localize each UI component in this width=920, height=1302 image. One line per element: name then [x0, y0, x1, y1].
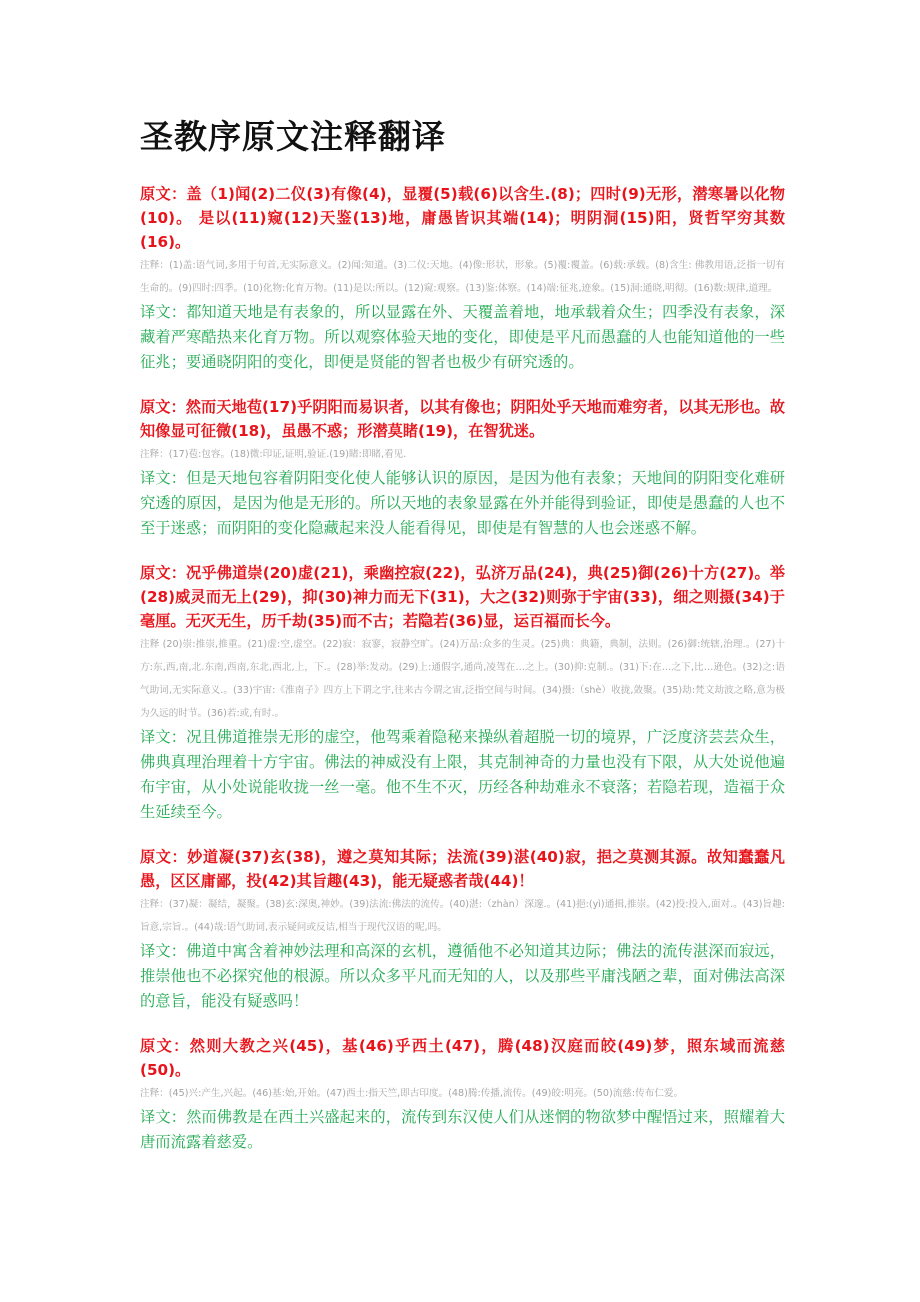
document-page — [140, 112, 785, 1175]
translation-text: 译文：但是天地包容着阴阳变化使人能够认识的原因，是因为他有表象；天地间的阴阳变化难研究透的原因，是因为他是无形的。所以天地的表象显露在外并能得到验证，即使是愚蠢的人也不至于迷惑；而阴阳的变化隐藏起来没人能看得见，即使是有智慧的人也会迷惑不解。 — [140, 469, 785, 537]
passage-section — [140, 1034, 785, 1155]
annotation-notes: 注释：(1)盖:语气词,多用于句首,无实际意义。(2)闻:知道。(3)二仪:天地。(4)像:形状，形象。(5)覆:覆盖。(6)载:承载。(8)含生: 佛教用语,泛指一切有生命的。(9)四时:四季。(10)化物:化育万物。(11)是以:所以。(12)窥:观察。(13)鉴:体察。(14)端:征兆,迹象。(15)洞:通晓,明彻。(16)数:规律,道理。 — [140, 260, 785, 294]
passage-section — [140, 561, 785, 825]
passage-section — [140, 182, 785, 375]
annotation-notes: 注释 (20)崇:推崇,推重。(21)虚:空,虚空。(22)寂：寂寥，寂静空旷。(24)万品:众多的生灵。(25)典：典籍，典制，法则。(26)御:统辖,治理.。(27)十方:东,西,南,北.东南,西南,东北,西北,上，下.。(28)举:发动。(29)上:通假字,通尚,凌驾在…之上。(30)抑:克制.。(31)下:在…之下,比…逊色。(32)之:语气助词,无实际意义.。(33)宇宙:《淮南子》四方上下谓之宇,往来古今谓之宙,泛指空间与时间。(34)摄:（shè）收拢,敛聚。(35)劫:梵文劫波之略,意为极为久远的时节。(36)若:或,有时.。 — [140, 639, 785, 719]
original-text: 原文：盖（1)闻(2)二仪(3)有像(4)，显覆(5)载(6)以含生.(8)；四时(9)无形，潜寒暑以化物(10)。 是以(11)窥(12)天鉴(13)地，庸愚皆识其端(14)；明阴洞(15)阳，贤哲罕穷其数(16)。 — [140, 185, 785, 251]
original-text: 原文：然则大教之兴(45)，基(46)乎西土(47)，腾(48)汉庭而皎(49)梦，照东域而流慈(50)。 — [140, 1037, 785, 1079]
translation-text: 译文：况且佛道推崇无形的虚空，他驾乘着隐秘来操纵着超脱一切的境界，广泛度济芸芸众生，佛典真理治理着十方宇宙。佛法的神威没有上限，其克制神奇的力量也没有下限，从大处说他遍布宇宙，从小处说能收拢一丝一毫。他不生不灭，历经各种劫难永不衰落；若隐若现，造福于众生延续至今。 — [140, 728, 785, 821]
original-text: 原文：况乎佛道崇(20)虚(21)，乘幽控寂(22)，弘济万品(24)，典(25)御(26)十方(27)。举(28)威灵而无上(29)，抑(30)神力而无下(31)，大之(32)则弥于宇宙(33)，细之则摄(34)于毫厘。无灭无生，历千劫(35)而不古；若隐若(36)显，运百福而长今。 — [140, 564, 785, 630]
annotation-notes: 注释：(17)苞:包容。(18)微:印证,证明,验证.(19)睹:即睹,看见. — [140, 449, 407, 460]
document-title: 圣教序原文注释翻译 — [140, 117, 446, 156]
passage-section — [140, 845, 785, 1014]
original-text: 原文：妙道凝(37)玄(38)，遵之莫知其际；法流(39)湛(40)寂，挹之莫测其源。故知蠢蠢凡愚，区区庸鄙，投(42)其旨趣(43)，能无疑惑者哉(44)！ — [140, 848, 785, 890]
translation-text: 译文：都知道天地是有表象的，所以显露在外、天覆盖着地，地承载着众生；四季没有表象，深藏着严寒酷热来化育万物。所以观察体验天地的变化，即使是平凡而愚蠢的人也能知道他的一些征兆；要通晓阴阳的变化，即便是贤能的智者也极少有研究透的。 — [140, 303, 785, 371]
translation-text: 译文：佛道中寓含着神妙法理和高深的玄机，遵循他不必知道其边际；佛法的流传湛深而寂远，推崇他也不必探究他的根源。所以众多平凡而无知的人，以及那些平庸浅陋之辈，面对佛法高深的意旨，能没有疑惑吗！ — [140, 942, 785, 1010]
annotation-notes: 注释：(37)凝：凝结，凝聚。(38)玄:深奥,神妙。(39)法流:佛法的流传。(40)湛:（zhàn）深邃.。(41)挹:(yì)通揖,推崇。(42)投:投入,面对.。(43)旨趣:旨意,宗旨.。(44)哉:语气助词,表示疑问或反诘,相当于现代汉语的呢,吗。 — [140, 899, 785, 933]
translation-text: 译文：然而佛教是在西土兴盛起来的，流传到东汉使人们从迷惘的物欲梦中醒悟过来，照耀着大唐而流露着慈爱。 — [140, 1108, 785, 1151]
annotation-notes: 注释：(45)兴:产生,兴起。(46)基:始,开始。(47)西土:指天竺,即古印度。(48)腾:传播,流传。(49)皎:明亮。(50)流慈:传布仁爱。 — [140, 1088, 684, 1099]
passage-section — [140, 395, 785, 541]
original-text: 原文：然而天地苞(17)乎阴阳而易识者，以其有像也；阴阳处乎天地而难穷者，以其无形也。故知像显可征微(18)，虽愚不惑；形潜莫睹(19)，在智犹迷。 — [140, 398, 785, 440]
